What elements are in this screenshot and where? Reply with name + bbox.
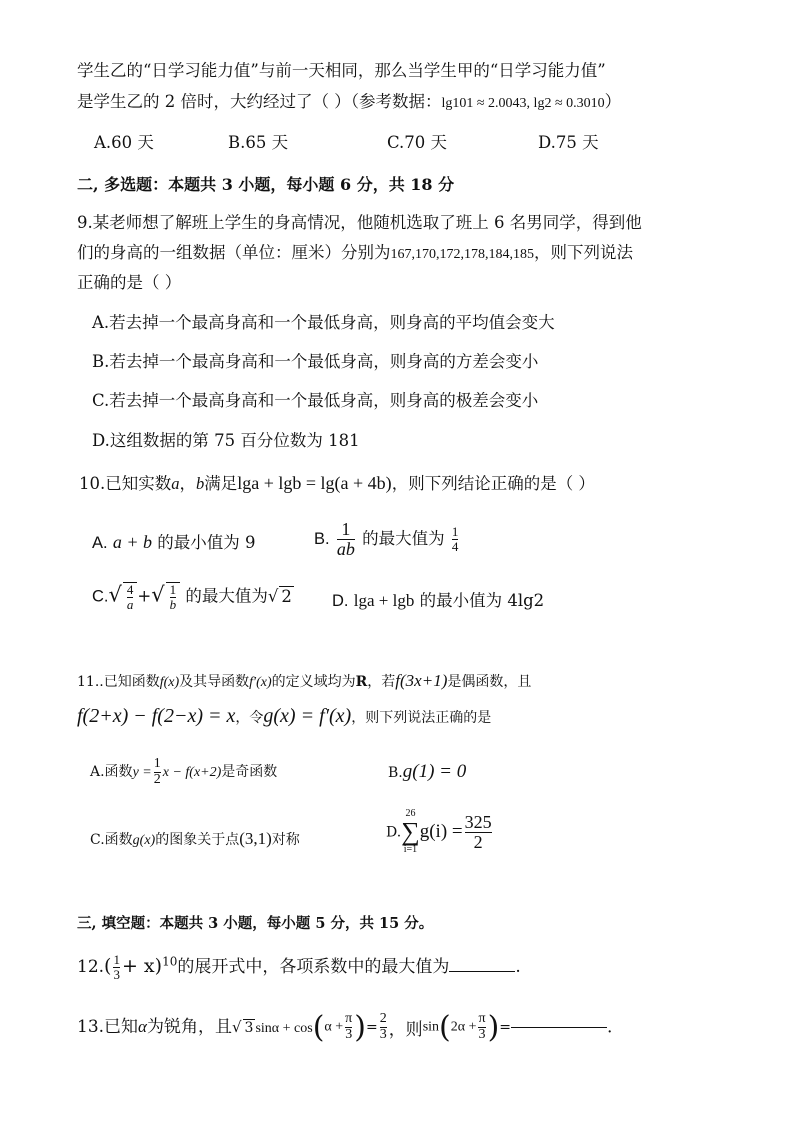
open-paren-icon: ( <box>439 1010 451 1045</box>
equals-icon: = <box>499 1019 512 1036</box>
q11-option-a-text: 是奇函数 <box>221 764 278 781</box>
q11-option-c-point: (3,1) <box>239 829 272 848</box>
q11-f-3x1: f(3x+1) <box>395 671 448 690</box>
q11-option-c <box>90 827 300 853</box>
q11-option-d-label: D. <box>386 824 402 841</box>
q10-stem-prefix: 10.已知实数 <box>79 474 172 493</box>
q13-rhs-den: 3 <box>379 1027 387 1042</box>
q8-line2 <box>77 90 621 116</box>
q11-option-d <box>386 809 494 855</box>
section3-heading: 三, 填空题：本题共 3 小题，每小题 5 分，共 15 分。 <box>77 915 434 932</box>
q11-eq2: f(2+x) − f(2−x) = x <box>77 705 236 727</box>
q11-fprime-x: f′(x) <box>249 675 272 690</box>
q10-option-a-expr: a + b <box>112 532 152 552</box>
sqrt-symbol-icon: √ <box>231 1018 242 1036</box>
q11-option-d-num: 325 <box>464 811 492 832</box>
q10-option-b-label: B. <box>314 529 330 548</box>
q10-var-b: b <box>196 474 205 493</box>
q8-option-c: C.70 天 <box>387 133 448 152</box>
q11-domain-r: R <box>355 674 368 690</box>
q9-option-c: C.若去掉一个最高身高和一个最低身高，则身高的极差会变小 <box>92 391 539 410</box>
q10-option-a-text: 的最小值为 9 <box>157 533 256 552</box>
q9-line2 <box>77 241 633 267</box>
q10-option-d-expr: lga + lgb <box>353 591 415 610</box>
q10-option-c-frac1 <box>127 583 134 611</box>
q10-option-b-num: 1 <box>341 519 351 539</box>
q11-p3: 的定义域均为 <box>271 674 356 690</box>
q13-pi-over-3-b <box>478 1012 485 1042</box>
q11-line2 <box>77 704 491 730</box>
q12-answer-blank[interactable] <box>449 971 515 972</box>
q9-option-b: B.若去掉一个最高身高和一个最低身高，则身高的方差会变小 <box>92 352 539 371</box>
q11-option-a-den: 2 <box>153 771 161 787</box>
q13-alpha: α <box>138 1017 147 1036</box>
q9-height-data: 167,170,172,178,184,185 <box>390 247 534 262</box>
q10-equation: lga + lgb = lg(a + 4b) <box>237 473 392 493</box>
q11-p7: ，则下列说法正确的是 <box>351 710 492 726</box>
q11-option-b-expr: g(1) = 0 <box>402 761 467 782</box>
q10-option-c-f1-den: a <box>126 596 134 612</box>
q12-exponent: 10 <box>162 954 178 969</box>
q12-den: 3 <box>113 967 120 982</box>
q11-option-a-label: A.函数 <box>90 764 133 781</box>
q11-option-c-g: g(x) <box>132 833 156 848</box>
q10-option-c <box>92 582 294 611</box>
q9-option-a: A.若去掉一个最高身高和一个最低身高，则身高的平均值会变大 <box>92 313 555 332</box>
q11-p2: 及其导函数 <box>179 674 250 690</box>
q9-line3: 正确的是（ ） <box>77 273 182 292</box>
q11-option-a-num: 1 <box>153 756 161 771</box>
q10-option-b-fraction <box>337 520 355 559</box>
q13-p1: 13.已知 <box>77 1017 139 1037</box>
q11-option-d-expr: g(i) = <box>419 821 463 842</box>
q9-option-d: D.这组数据的第 75 百分位数为 181 <box>92 431 360 450</box>
q10-option-c-f2-den: b <box>169 596 177 612</box>
q11-option-c-text1: 的图象关于点 <box>155 832 240 848</box>
q11-option-d-sum-bot: i=1 <box>403 844 418 855</box>
q10-option-c-label: C. <box>92 587 109 606</box>
q11-option-a-y: y = <box>132 765 152 781</box>
q10-option-b-value <box>452 525 459 553</box>
q13-answer-blank[interactable] <box>511 1027 607 1028</box>
q10-option-c-f2-num: 1 <box>169 582 177 597</box>
q11-option-b <box>388 760 466 785</box>
q11-p5: 是偶函数，且 <box>447 674 532 690</box>
q10-option-d <box>332 589 544 613</box>
q11-option-c-label: C.函数 <box>90 832 133 848</box>
q12-num: 1 <box>113 952 120 968</box>
equals-icon: = <box>365 1019 378 1036</box>
q10-option-a <box>92 530 256 555</box>
q10-option-d-text: 的最小值为 4lg2 <box>419 591 545 610</box>
sqrt-symbol-icon: √ <box>108 582 122 607</box>
section2-heading: 二, 多选题：本题共 3 小题，每小题 6 分，共 18 分 <box>77 175 455 194</box>
close-paren-icon: ) <box>487 1010 500 1045</box>
sqrt-symbol-icon: √ <box>267 586 279 606</box>
q13-sin-cos: sinα + cos <box>255 1021 313 1036</box>
q10-option-c-text: 的最大值为 <box>185 586 268 606</box>
q10-option-b-den: ab <box>336 538 355 559</box>
q11-option-c-text2: 对称 <box>271 832 300 848</box>
q12-text: 的展开式中，各项系数中的最大值为 <box>177 957 450 977</box>
open-paren-icon: ( <box>104 955 112 977</box>
q11-option-d-sum <box>401 809 420 855</box>
q8-line2-end: ） <box>604 92 622 111</box>
q10-sep: ， <box>179 474 196 493</box>
q9-line1: 9.某老师想了解班上学生的身高情况，他随机选取了班上 6 名男同学，得到他 <box>77 213 642 232</box>
q12-end: . <box>515 957 521 977</box>
q10-option-d-label: D. <box>332 592 349 610</box>
q13-pi-b: π <box>478 1011 486 1027</box>
q10-option-c-f1-num: 4 <box>126 582 134 597</box>
q11-f-x: f(x) <box>159 675 180 690</box>
q8-reference-data: lg101 ≈ 2.0043, lg2 ≈ 0.3010 <box>441 96 605 111</box>
q10-option-c-value: 2 <box>281 586 292 606</box>
q9-line2-text: 们的身高的一组数据（单位：厘米）分别为 <box>77 243 391 262</box>
open-paren-icon: ( <box>312 1010 325 1045</box>
q8-line2-text: 是学生乙的 2 倍时，大约经过了（ ）（参考数据： <box>77 92 442 111</box>
q13-p2: 为锐角，且 <box>146 1017 232 1037</box>
q13-pi-a: π <box>345 1011 353 1027</box>
q11-option-b-label: B. <box>388 765 403 781</box>
q11-eq-g: g(x) = f′(x) <box>263 705 352 727</box>
q12 <box>77 952 521 982</box>
q13-three-b: 3 <box>478 1027 486 1042</box>
q10-option-b-val-den: 4 <box>451 538 459 554</box>
q12-fraction <box>113 953 120 981</box>
q13-arg2: 2α + <box>450 1019 477 1035</box>
q10-var-a: a <box>171 474 180 493</box>
close-paren-icon: ) <box>354 1010 366 1045</box>
q8-option-d: D.75 天 <box>538 133 599 152</box>
sqrt-symbol-icon: √ <box>151 582 165 607</box>
q11-line1 <box>77 669 531 695</box>
q13-rhs-fraction <box>380 1012 387 1042</box>
q10-stem-mid: 满足 <box>204 474 238 493</box>
q13-three-a: 3 <box>345 1027 353 1042</box>
q13-rhs-num: 2 <box>379 1011 387 1027</box>
q13-pi-over-3-a <box>345 1012 352 1042</box>
q13-sin2: sin <box>422 1019 440 1035</box>
q10-stem-end: ，则下列结论正确的是（ ） <box>391 474 595 493</box>
q10-stem <box>79 471 595 496</box>
q11-option-a <box>90 757 277 787</box>
q10-option-b <box>314 520 460 559</box>
q8-option-a: A.60 天 <box>94 133 154 152</box>
q11-p6: ，令 <box>235 710 264 726</box>
q11-option-d-fraction <box>465 813 492 852</box>
q11-p1: 11..已知函数 <box>77 674 160 690</box>
q10-option-b-text: 的最大值为 <box>362 528 445 548</box>
q12-expr: + x) <box>121 955 163 977</box>
q10-option-b-val-num: 1 <box>451 524 459 540</box>
q10-option-c-plus: + <box>137 586 152 606</box>
q13-sqrt3: 3 <box>244 1020 254 1036</box>
q13-end: . <box>607 1017 613 1038</box>
q12-label: 12. <box>77 957 105 977</box>
q11-p4: ，若 <box>367 674 396 690</box>
q11-option-a-fraction <box>154 757 161 787</box>
q13-p3: ，则 <box>388 1020 423 1040</box>
q8-line1: 学生乙的“日学习能力值”与前一天相同，那么当学生甲的“日学习能力值” <box>77 61 606 80</box>
q11-option-d-sum-top: 26 <box>405 808 416 819</box>
q11-option-a-rest: x − f(x+2) <box>162 765 222 781</box>
q11-option-d-den: 2 <box>465 832 492 852</box>
q10-option-c-frac2 <box>170 583 177 611</box>
summation-sigma-icon: ∑ <box>401 817 420 846</box>
q10-option-a-label: A. <box>92 534 108 552</box>
q13 <box>77 1010 612 1045</box>
q13-arg1: α + <box>324 1019 344 1035</box>
q8-option-b: B.65 天 <box>228 133 289 152</box>
q9-line2-end: ，则下列说法 <box>534 243 633 262</box>
